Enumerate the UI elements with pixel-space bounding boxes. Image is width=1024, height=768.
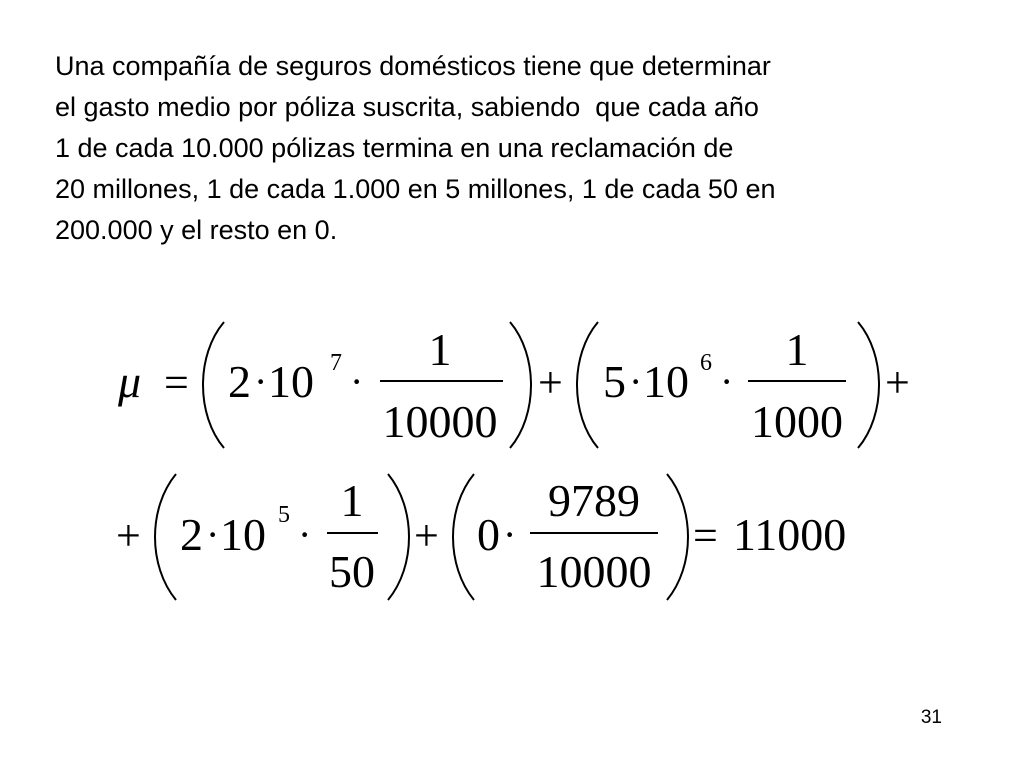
term-2-denominator: 1000	[751, 396, 843, 447]
term-4-coefficient: 0	[477, 509, 500, 560]
term-2-ten: 10	[643, 356, 689, 407]
right-paren-term-2	[858, 322, 879, 448]
problem-line-1: Una compañía de seguros domésticos tiene que determinar	[55, 51, 771, 81]
right-paren-term-1	[510, 322, 531, 448]
plus-sign-4: +	[414, 511, 439, 560]
term-1-denominator: 10000	[382, 396, 498, 447]
mu-symbol: μ	[118, 356, 142, 407]
problem-line-5: 200.000 y el resto en 0.	[55, 215, 338, 245]
term-4-dot: ·	[503, 512, 517, 557]
problem-line-4: 20 millones, 1 de cada 1.000 en 5 millones, 1 de cada 50 en	[55, 174, 776, 204]
left-paren-term-1	[203, 322, 224, 448]
term-3-numerator: 1	[340, 475, 364, 526]
equals-sign: =	[164, 358, 189, 407]
plus-sign-2: +	[885, 358, 910, 407]
plus-sign-3: +	[116, 511, 141, 560]
term-3-ten: 10	[220, 509, 266, 560]
problem-line-2: el gasto medio por póliza suscrita, sabiendo que cada año	[55, 92, 759, 122]
right-paren-term-3	[388, 474, 409, 600]
equals-sign-2: =	[693, 511, 718, 560]
term-3-coefficient: 2	[180, 509, 203, 560]
term-4-denominator: 10000	[536, 546, 652, 597]
term-2-dot-2: ·	[720, 359, 734, 404]
term-3-dot-2: ·	[298, 512, 312, 557]
term-3-exponent: 5	[278, 502, 290, 528]
term-3-dot: ·	[206, 512, 220, 557]
term-1-coefficient: 2	[228, 356, 251, 407]
page-number: 31	[920, 707, 942, 728]
right-paren-term-4	[667, 474, 688, 600]
term-3-denominator: 50	[329, 546, 375, 597]
term-1-ten: 10	[268, 356, 314, 407]
left-paren-term-2	[577, 322, 598, 448]
term-1-dot: ·	[254, 359, 268, 404]
mean-equation	[0, 300, 1024, 620]
term-2-numerator: 1	[785, 324, 809, 375]
equation-result: 11000	[733, 509, 847, 560]
left-paren-term-3	[155, 474, 176, 600]
term-2-exponent: 6	[700, 350, 712, 376]
term-1-dot-2: ·	[350, 359, 364, 404]
term-1-numerator: 1	[428, 324, 452, 375]
term-1-exponent: 7	[330, 350, 342, 376]
plus-sign-1: +	[538, 358, 563, 407]
problem-statement	[55, 46, 990, 251]
left-paren-term-4	[453, 474, 474, 600]
problem-line-3: 1 de cada 10.000 pólizas termina en una reclamación de	[55, 133, 734, 163]
term-4-numerator: 9789	[548, 475, 640, 526]
term-2-dot: ·	[629, 359, 643, 404]
term-2-coefficient: 5	[603, 356, 626, 407]
